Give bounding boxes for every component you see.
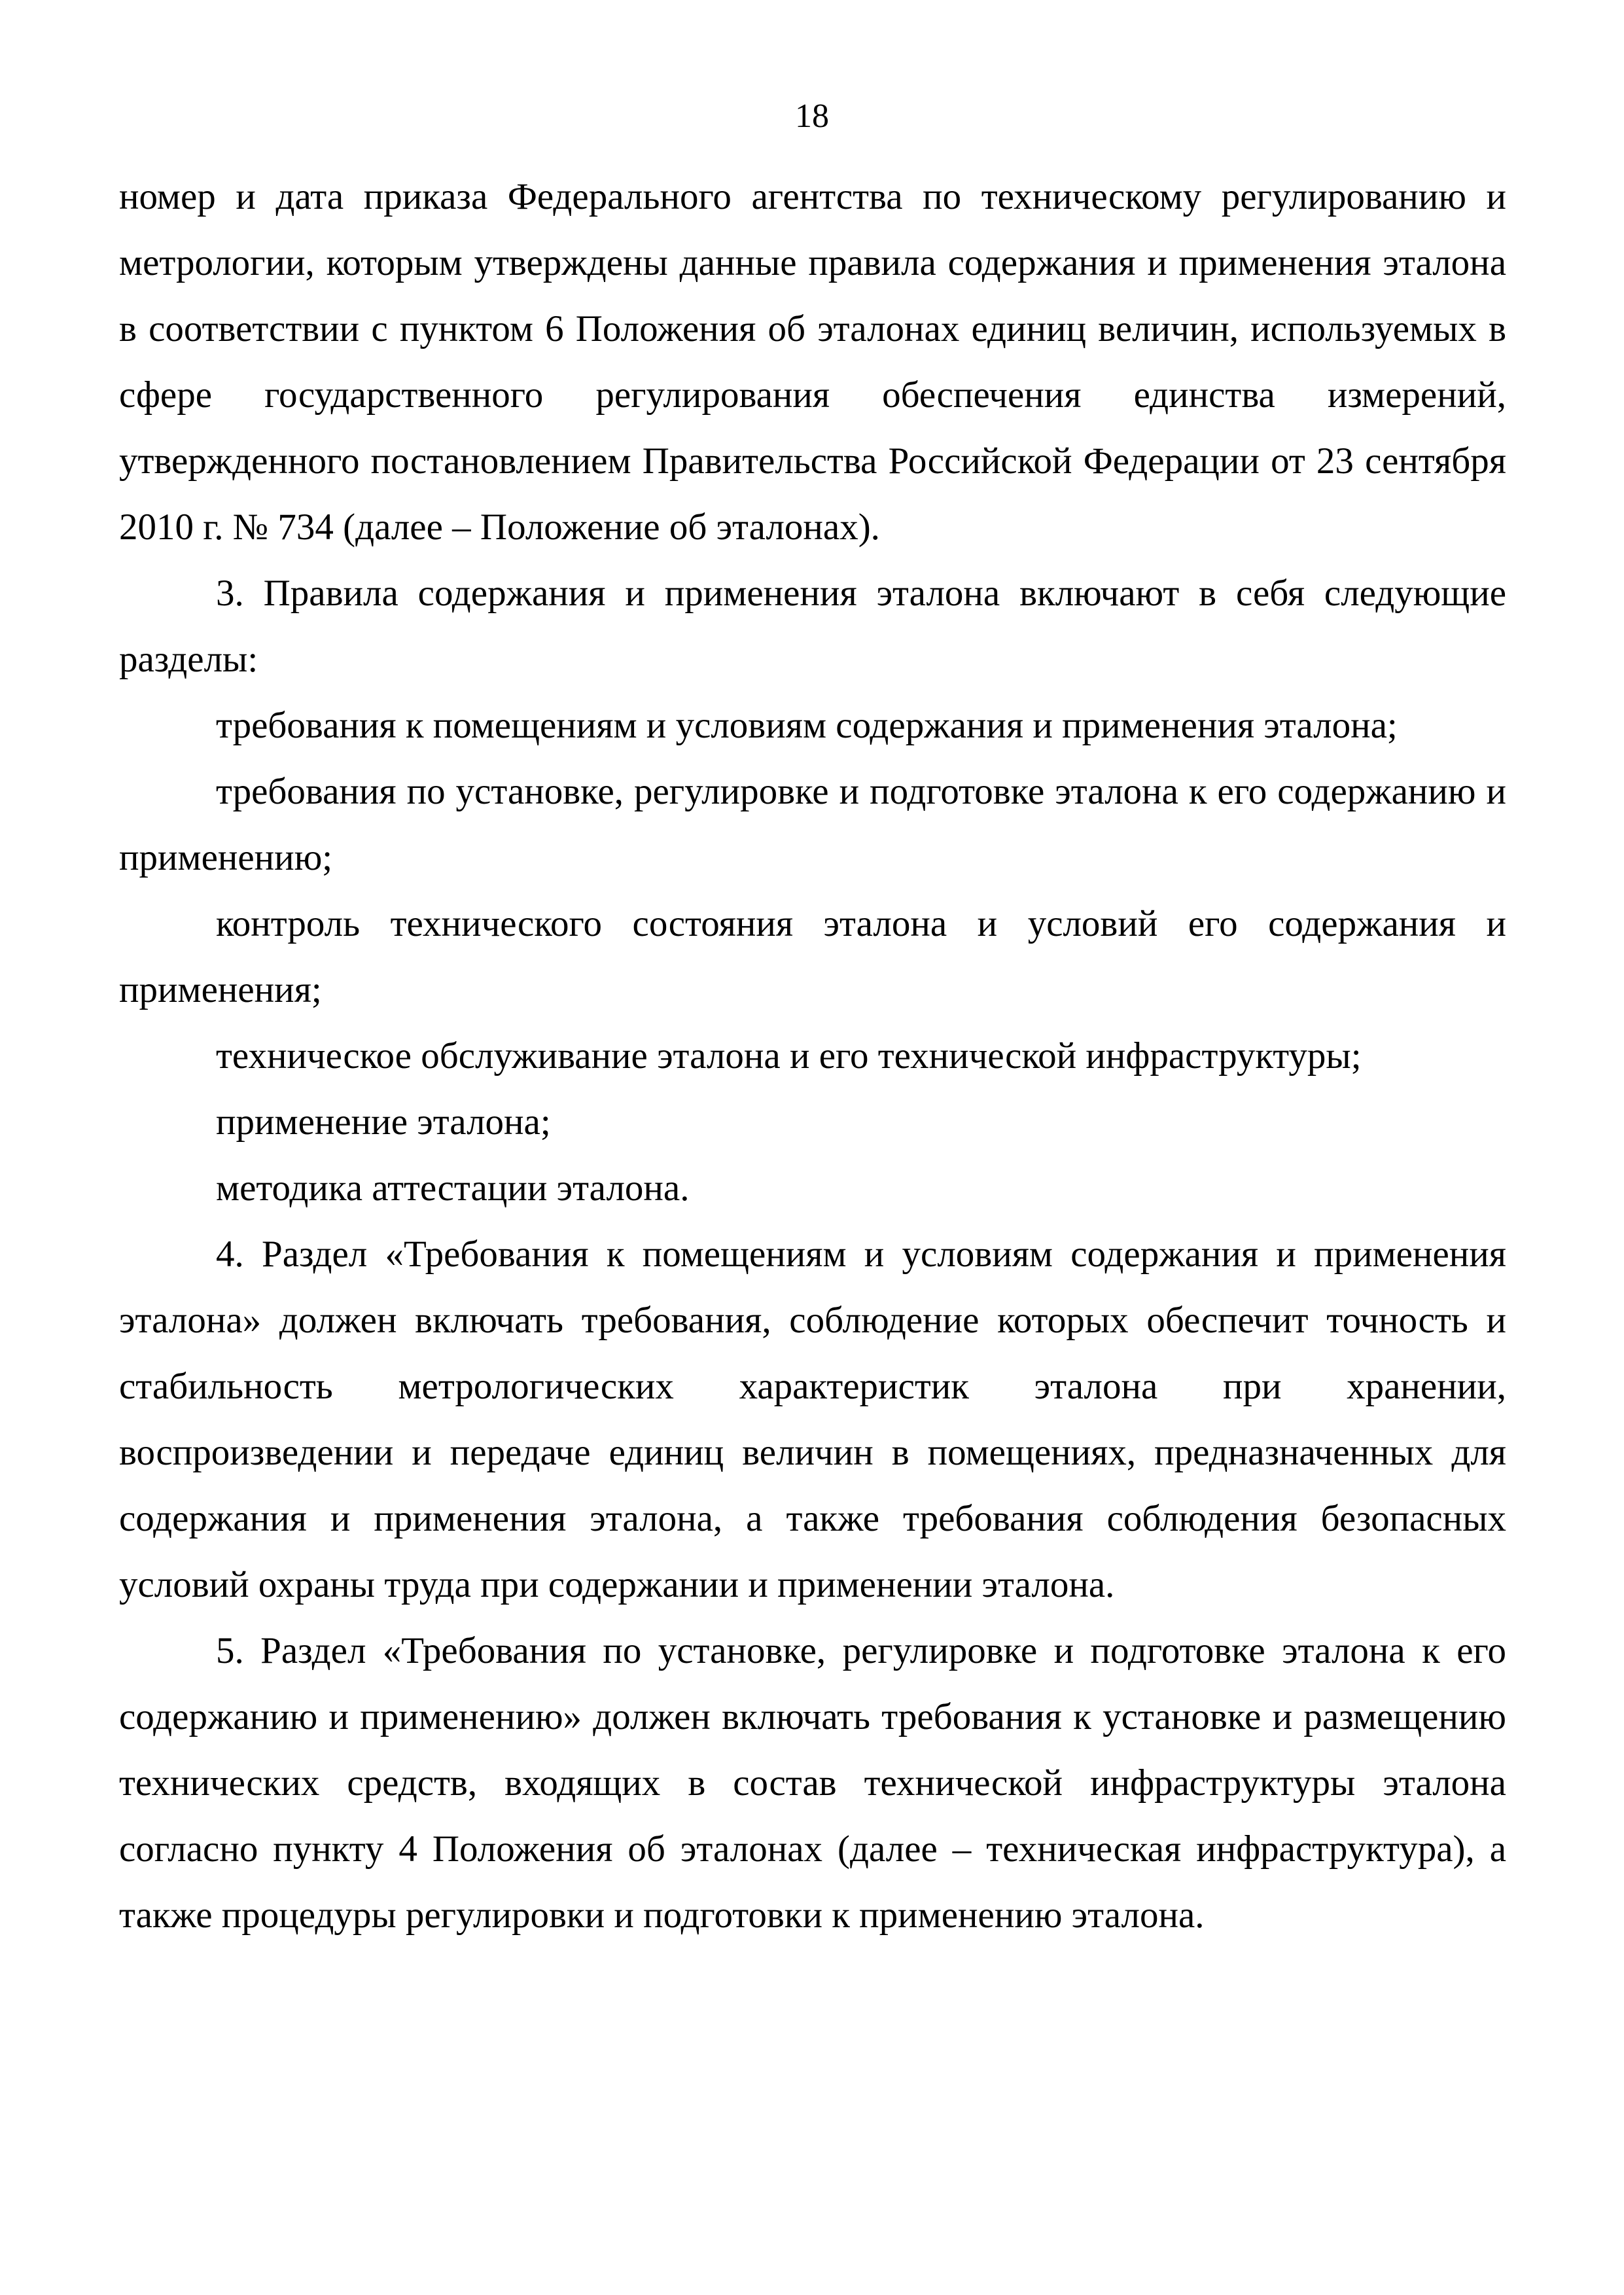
document-body (119, 164, 1506, 1948)
list-item-application: применение эталона; (216, 1101, 551, 1143)
paragraph-item-4: 4. Раздел «Требования к помещениям и условиям содержания и применения эталона» должен включать требования, соблюдение которых обеспечит точность и стабильность метрологических характеристик эталона при хранении, воспроизведении и передаче единиц величин в помещениях, предназначенных для содержания и применения эталона, а также требования соблюдения безопасных условий охраны труда при содержании и применении эталона. (119, 1234, 1506, 1605)
list-item-technical-state-control: контроль технического состояния эталона и условий его содержания и применения; (119, 903, 1506, 1010)
list-item-premises-requirements: требования к помещениям и условиям содержания и применения эталона; (216, 705, 1398, 746)
paragraph-item-3: 3. Правила содержания и применения эталона включают в себя следующие разделы: (119, 573, 1506, 680)
paragraph-item-5: 5. Раздел «Требования по установке, регулировке и подготовке эталона к его содержанию и применению» должен включать требования к установке и размещению технических средств, входящих в состав технической инфраструктуры эталона согласно пункту 4 Положения об эталонах (далее – техническая инфраструктура), а также процедуры регулировки и подготовки к применению эталона. (119, 1630, 1506, 1936)
list-item-maintenance: техническое обслуживание эталона и его технической инфраструктуры; (216, 1035, 1362, 1076)
list-item-attestation-method: методика аттестации эталона. (216, 1167, 690, 1209)
page-number: 18 (795, 98, 829, 135)
list-item-installation-requirements: требования по установке, регулировке и подготовке эталона к его содержанию и применению; (119, 771, 1506, 878)
paragraph-continuation: номер и дата приказа Федерального агентства по техническому регулированию и метрологии, которым утверждены данные правила содержания и применения эталона в соответствии с пунктом 6 Положения об эталонах единиц величин, используемых в сфере государственного регулирования обеспечения единства измерений, утвержденного постановлением Правительства Российской Федерации от 23 сентября 2010 г. № 734 (далее – Положение об эталонах). (119, 176, 1506, 548)
